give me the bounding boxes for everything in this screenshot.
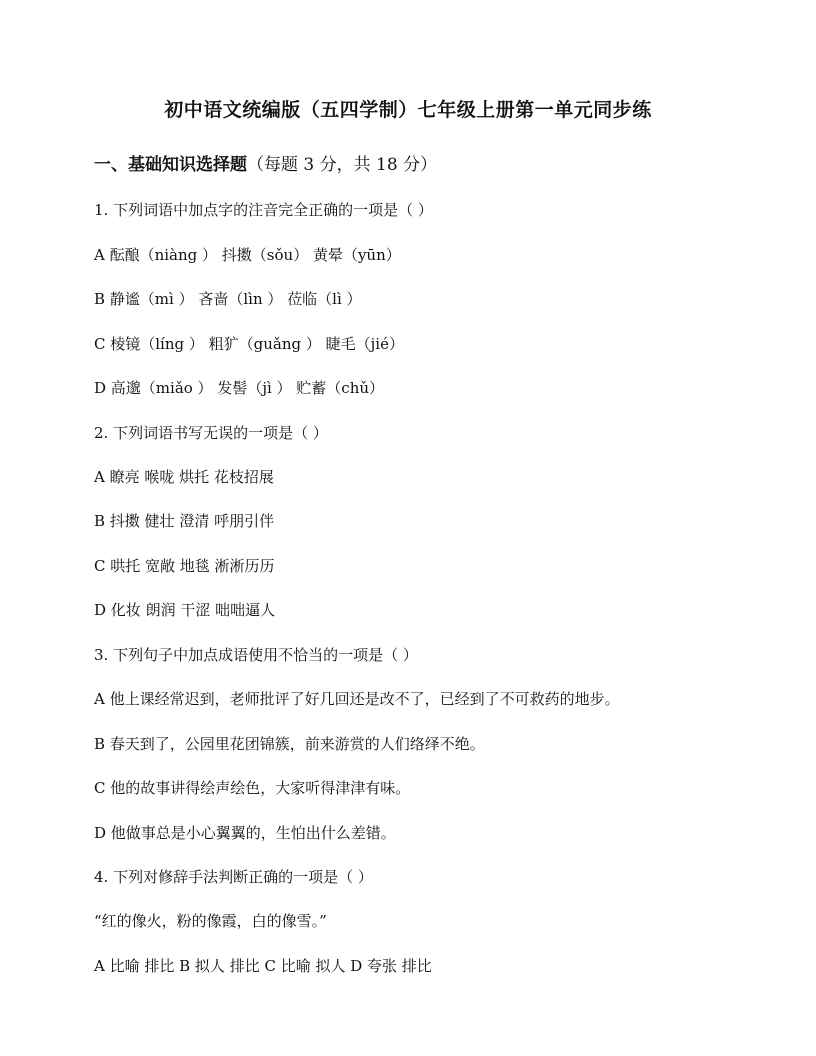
question-2-stem: 2. 下列词语书写无误的一项是（ ） [94, 424, 328, 442]
section-score-note: （每题 3 分，共 18 分） [247, 155, 438, 175]
document-title: 初中语文统编版（五四学制）七年级上册第一单元同步练 [164, 99, 652, 121]
question-1-option-c: C 棱镜（líng ） 粗犷（guǎng ） 睫毛（jié） [94, 335, 404, 353]
question-2-option-b: B 抖擞 健壮 澄清 呼朋引伴 [94, 512, 275, 530]
question-2-option-d: D 化妆 朗润 干涩 咄咄逼人 [94, 601, 276, 619]
question-3-option-d: D 他做事总是小心翼翼的，生怕出什么差错。 [94, 824, 396, 842]
question-3-option-c: C 他的故事讲得绘声绘色，大家听得津津有味。 [94, 779, 411, 797]
question-1-option-a: A 酝酿（niàng ） 抖擞（sǒu） 黄晕（yūn） [94, 246, 401, 264]
question-2-option-c: C 哄托 宽敞 地毯 淅淅历历 [94, 557, 275, 575]
question-4-quote: “红的像火，粉的像霞，白的像雪。” [94, 912, 327, 930]
question-1-option-b: B 静谧（mì ） 吝啬（lìn ） 莅临（lì ） [94, 290, 362, 308]
section-heading [94, 150, 437, 175]
question-3-option-b: B 春天到了，公园里花团锦簇，前来游赏的人们络绎不绝。 [94, 735, 485, 753]
question-3-stem: 3. 下列句子中加点成语使用不恰当的一项是（ ） [94, 646, 418, 664]
question-2-option-a: A 瞭亮 喉咙 烘托 花枝招展 [94, 468, 274, 486]
question-4-options: A 比喻 排比 B 拟人 排比 C 比喻 拟人 D 夸张 排比 [94, 957, 432, 975]
question-1-stem: 1. 下列词语中加点字的注音完全正确的一项是（ ） [94, 201, 433, 219]
question-1-option-d: D 高邈（miǎo ） 发髻（jì ） 贮蓄（chǔ） [94, 379, 385, 397]
question-4-stem: 4. 下列对修辞手法判断正确的一项是（ ） [94, 868, 373, 886]
section-name: 一、基础知识选择题 [94, 155, 247, 175]
question-3-option-a: A 他上课经常迟到，老师批评了好几回还是改不了，已经到了不可救药的地步。 [94, 690, 620, 708]
